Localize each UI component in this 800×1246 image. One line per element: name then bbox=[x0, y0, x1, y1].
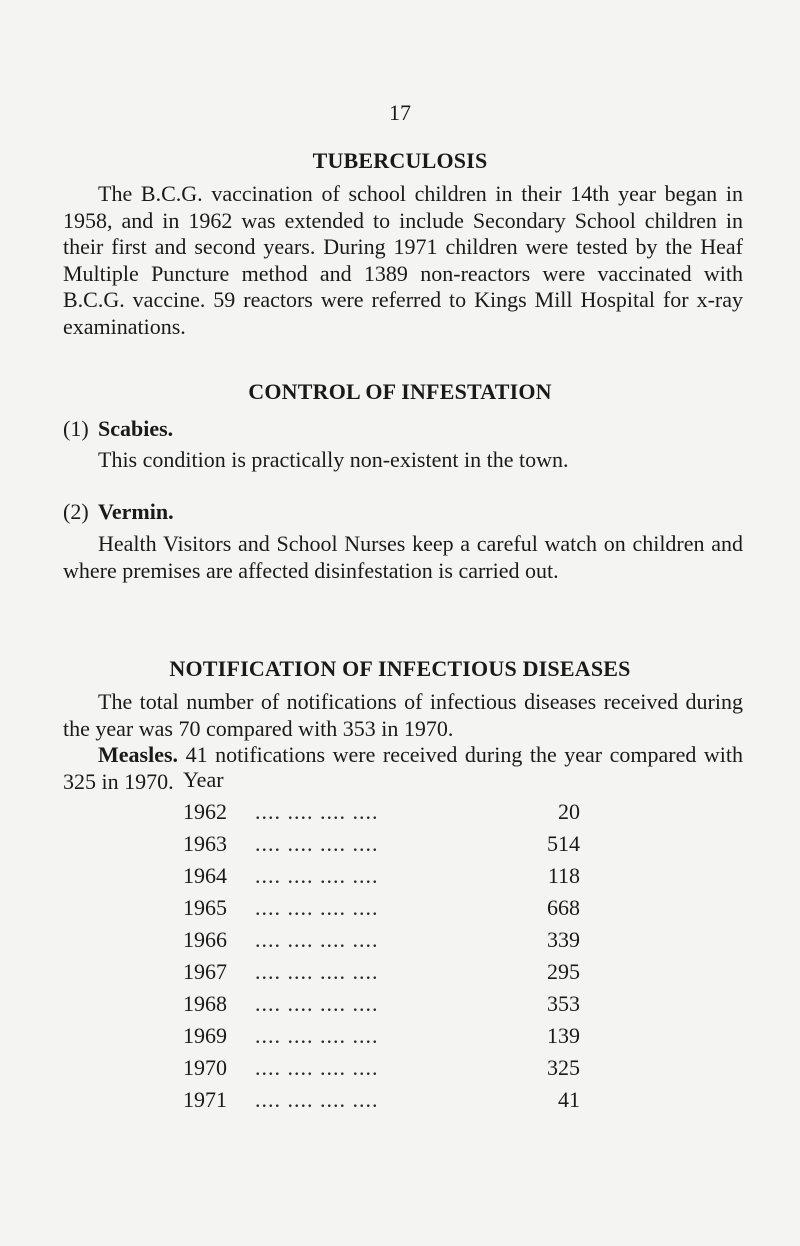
row-leader-dots: .... .... .... .... bbox=[255, 895, 379, 920]
row-year: 1965 bbox=[183, 895, 227, 920]
vermin-paragraph: Health Visitors and School Nurses keep a careful watch on children and where premises are affected disinfestation is carried out. bbox=[63, 531, 743, 583]
table-row bbox=[183, 956, 583, 988]
row-year: 1969 bbox=[183, 1023, 227, 1048]
row-year: 1963 bbox=[183, 831, 227, 856]
tuberculosis-paragraph: The B.C.G. vaccination of school children in their 14th year began in 1958, and in 1962 was extended to include Secondary School children in their first and second years. During 1971 children were tested by the Heaf Multiple Puncture method and 1389 non-reactors were vaccinated with B.C.G. vaccine. 59 reactors were referred to Kings Mill Hospital for x-ray examinations. bbox=[63, 181, 743, 339]
scabies-title: Scabies. bbox=[98, 416, 174, 441]
row-value: 514 bbox=[547, 831, 580, 856]
table-row bbox=[183, 924, 583, 956]
tuberculosis-heading: TUBERCULOSIS bbox=[312, 148, 488, 173]
row-value: 118 bbox=[547, 863, 580, 888]
row-leader-dots: .... .... .... .... bbox=[255, 959, 379, 984]
table-row bbox=[183, 828, 583, 860]
table-row bbox=[183, 1052, 583, 1084]
row-value: 139 bbox=[547, 1023, 580, 1048]
infestation-heading: CONTROL OF INFESTATION bbox=[248, 379, 552, 404]
row-value: 295 bbox=[547, 959, 580, 984]
scabies-subheading bbox=[63, 416, 173, 442]
row-value: 668 bbox=[547, 895, 580, 920]
table-rows bbox=[183, 796, 583, 1116]
row-leader-dots: .... .... .... .... bbox=[255, 927, 379, 952]
row-leader-dots: .... .... .... .... bbox=[255, 863, 379, 888]
row-value: 41 bbox=[558, 1087, 580, 1112]
page-number: 17 bbox=[389, 100, 411, 125]
row-year: 1968 bbox=[183, 991, 227, 1016]
table-header-year: Year bbox=[183, 767, 224, 792]
row-year: 1964 bbox=[183, 863, 227, 888]
measles-text: 41 notifications were received during the year compared with 325 in 1970. bbox=[63, 742, 744, 794]
row-value: 339 bbox=[547, 927, 580, 952]
row-leader-dots: .... .... .... .... bbox=[255, 1055, 379, 1080]
row-leader-dots: .... .... .... .... bbox=[255, 799, 379, 824]
row-leader-dots: .... .... .... .... bbox=[255, 831, 379, 856]
table-row bbox=[183, 988, 583, 1020]
row-year: 1967 bbox=[183, 959, 227, 984]
row-value: 20 bbox=[558, 799, 580, 824]
table-row bbox=[183, 1020, 583, 1052]
notification-paragraph: The total number of notifications of infectious diseases received during the year was 70 compared with 353 in 1970. bbox=[63, 689, 743, 741]
row-year: 1962 bbox=[183, 799, 227, 824]
row-year: 1971 bbox=[183, 1087, 227, 1112]
measles-label: Measles. bbox=[98, 742, 179, 767]
scabies-paragraph: This condition is practically non-existent in the town. bbox=[98, 447, 569, 472]
row-value: 353 bbox=[547, 991, 580, 1016]
measles-table bbox=[183, 764, 583, 1116]
row-year: 1970 bbox=[183, 1055, 227, 1080]
row-value: 325 bbox=[547, 1055, 580, 1080]
table-row bbox=[183, 892, 583, 924]
vermin-title: Vermin. bbox=[98, 499, 174, 524]
row-leader-dots: .... .... .... .... bbox=[255, 1087, 379, 1112]
row-year: 1966 bbox=[183, 927, 227, 952]
table-row bbox=[183, 1084, 583, 1116]
table-row bbox=[183, 796, 583, 828]
row-leader-dots: .... .... .... .... bbox=[255, 991, 379, 1016]
notification-heading: NOTIFICATION OF INFECTIOUS DISEASES bbox=[169, 656, 631, 681]
vermin-subheading bbox=[63, 499, 174, 525]
scabies-number: (1) bbox=[63, 416, 89, 441]
vermin-number: (2) bbox=[63, 499, 89, 524]
table-row bbox=[183, 860, 583, 892]
row-leader-dots: .... .... .... .... bbox=[255, 1023, 379, 1048]
